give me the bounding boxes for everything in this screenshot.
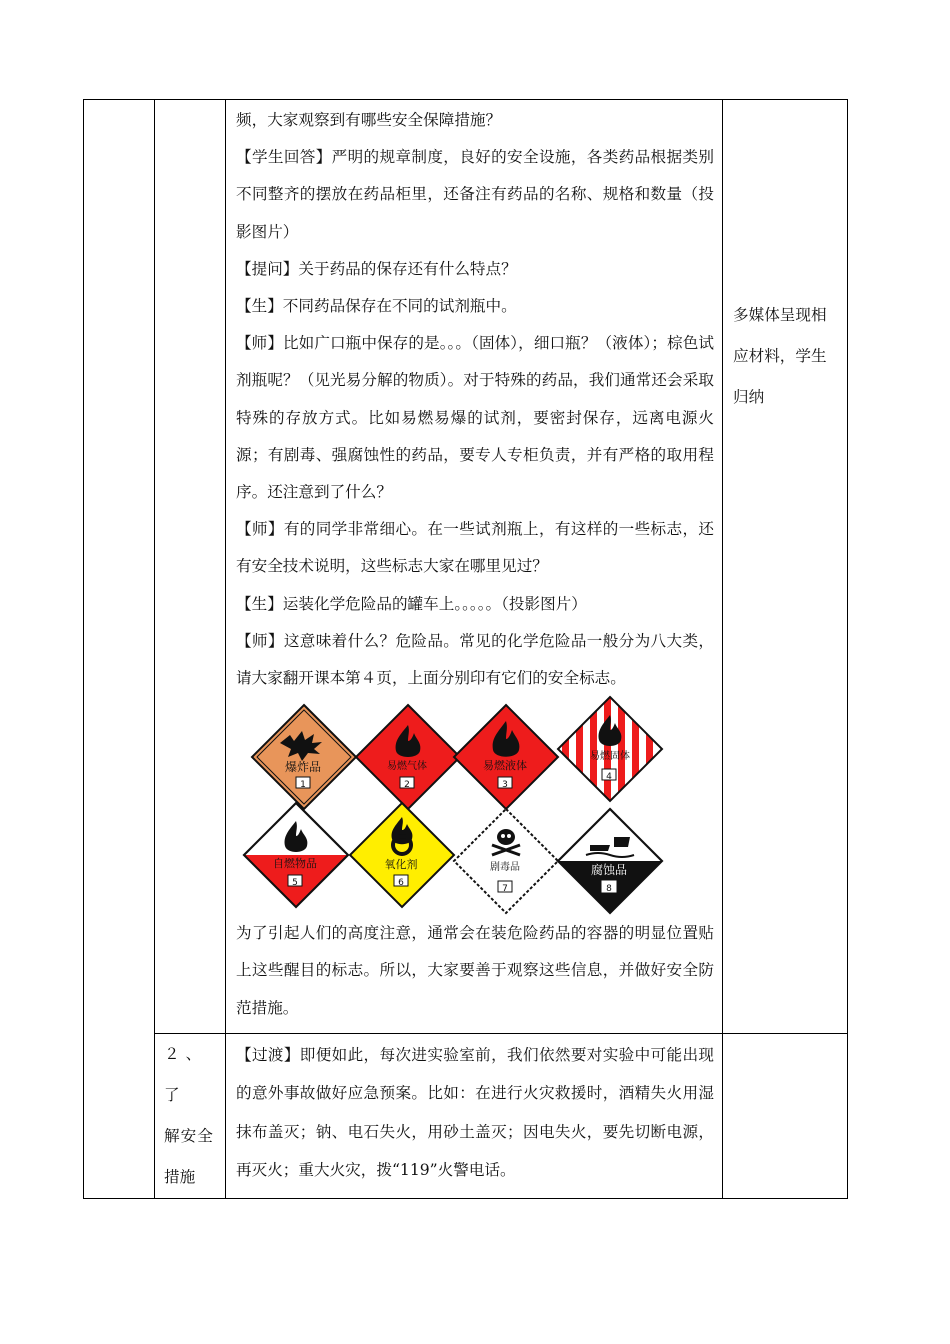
content-cell (226, 1033, 723, 1198)
sign-label: 易燃液体 (483, 759, 527, 773)
sign-label: 易燃固体 (590, 751, 630, 763)
step-label-line: ２、了 (164, 1044, 208, 1104)
paragraph: 为了引起人们的高度注意，通常会在装危险药品的容器的明显位置贴上这些醒目的标志。所以，大家要善于观察这些信息，并做好安全防范措施。 (236, 924, 714, 1017)
sign-number: 5 (292, 878, 298, 889)
sign-number: 7 (502, 884, 508, 895)
paragraph: 【生】不同药品保存在不同的试剂瓶中。 (236, 297, 517, 316)
sign-label: 剧毒品 (490, 862, 520, 874)
paragraph: 【生】运装化学危险品的罐车上。。。。。（投影图片） (236, 594, 587, 613)
hazard-sign-flammable-gas (354, 703, 462, 811)
step-cell (155, 1033, 226, 1198)
content-cell (226, 100, 723, 1034)
paragraph: 【师】有的同学非常细心。在一些试剂瓶上，有这样的一些标志，还有安全技术说明，这些标志大家在哪里见过？ (236, 520, 714, 576)
empty-cell (84, 100, 155, 1199)
hazard-signs-figure (236, 703, 714, 913)
sign-label: 爆炸品 (284, 760, 322, 775)
lesson-plan-table (83, 99, 848, 1199)
hazard-sign-flammable-solid (556, 695, 664, 803)
paragraph: 【学生回答】严明的规章制度，良好的安全设施，各类药品根据类别不同整齐的摆放在药品柜里，还备注有药品的名称、规格和数量（投影图片） (236, 148, 714, 241)
paragraph: 【师】比如广口瓶中保存的是。。。（固体），细口瓶？（液体）；棕色试剂瓶呢？（见光易分解的物质）。对于特殊的药品，我们通常还会采取特殊的存放方式。比如易燃易爆的试剂，要密封保存，远离电源火源；有剧毒、强腐蚀性的药品，要专人专柜负责，并有严格的取用程序。还注意到了什么？ (236, 334, 714, 502)
table-row (84, 1033, 848, 1198)
hazard-sign-oxidizer (348, 801, 456, 909)
sign-label: 腐蚀品 (590, 863, 628, 878)
empty-cell (723, 1033, 848, 1198)
paragraph: 【师】这意味着什么？危险品。常见的化学危险品一般分为八大类，请大家翻开课本第４页，上面分别印有它们的安全标志。 (236, 631, 714, 688)
table-row (84, 100, 848, 1034)
step-label-line: 措施 (164, 1167, 196, 1186)
sign-number: 8 (606, 884, 612, 895)
step-label-line: 解安全 (164, 1126, 214, 1145)
paragraph: 【过渡】即便如此，每次进实验室前，我们依然要对实验中可能出现的意外事故做好应急预案。比如：在进行火灾救援时，酒精失火用湿抹布盖灭；钠、电石失火，用砂土盖灭；因电失火，要先切断电源，再灭火；重大火灾，拨“119”火警电话。 (236, 1045, 714, 1180)
hazard-sign-flammable-liquid (452, 703, 560, 811)
note-text: 多媒体呈现相应材料，学生归纳 (733, 306, 827, 406)
sign-number: 6 (398, 878, 404, 889)
sign-label: 自燃物品 (273, 857, 317, 871)
hazard-sign-spontaneous-combustion (242, 801, 350, 909)
sign-label: 易燃气体 (387, 761, 427, 773)
sign-number: 3 (502, 780, 508, 791)
paragraph: 频，大家观察到有哪些安全保障措施？ (236, 111, 502, 129)
sign-number: 1 (300, 780, 306, 791)
empty-cell (155, 100, 226, 1034)
hazard-sign-explosive (250, 703, 358, 811)
note-cell (723, 100, 848, 1034)
sign-label: 氧化剂 (384, 858, 418, 872)
sign-number: 4 (606, 772, 612, 783)
sign-number: 2 (404, 780, 410, 791)
hazard-sign-corrosive (556, 807, 664, 915)
paragraph: 【提问】关于药品的保存还有什么特点？ (236, 259, 517, 278)
hazard-sign-toxic (452, 807, 560, 915)
